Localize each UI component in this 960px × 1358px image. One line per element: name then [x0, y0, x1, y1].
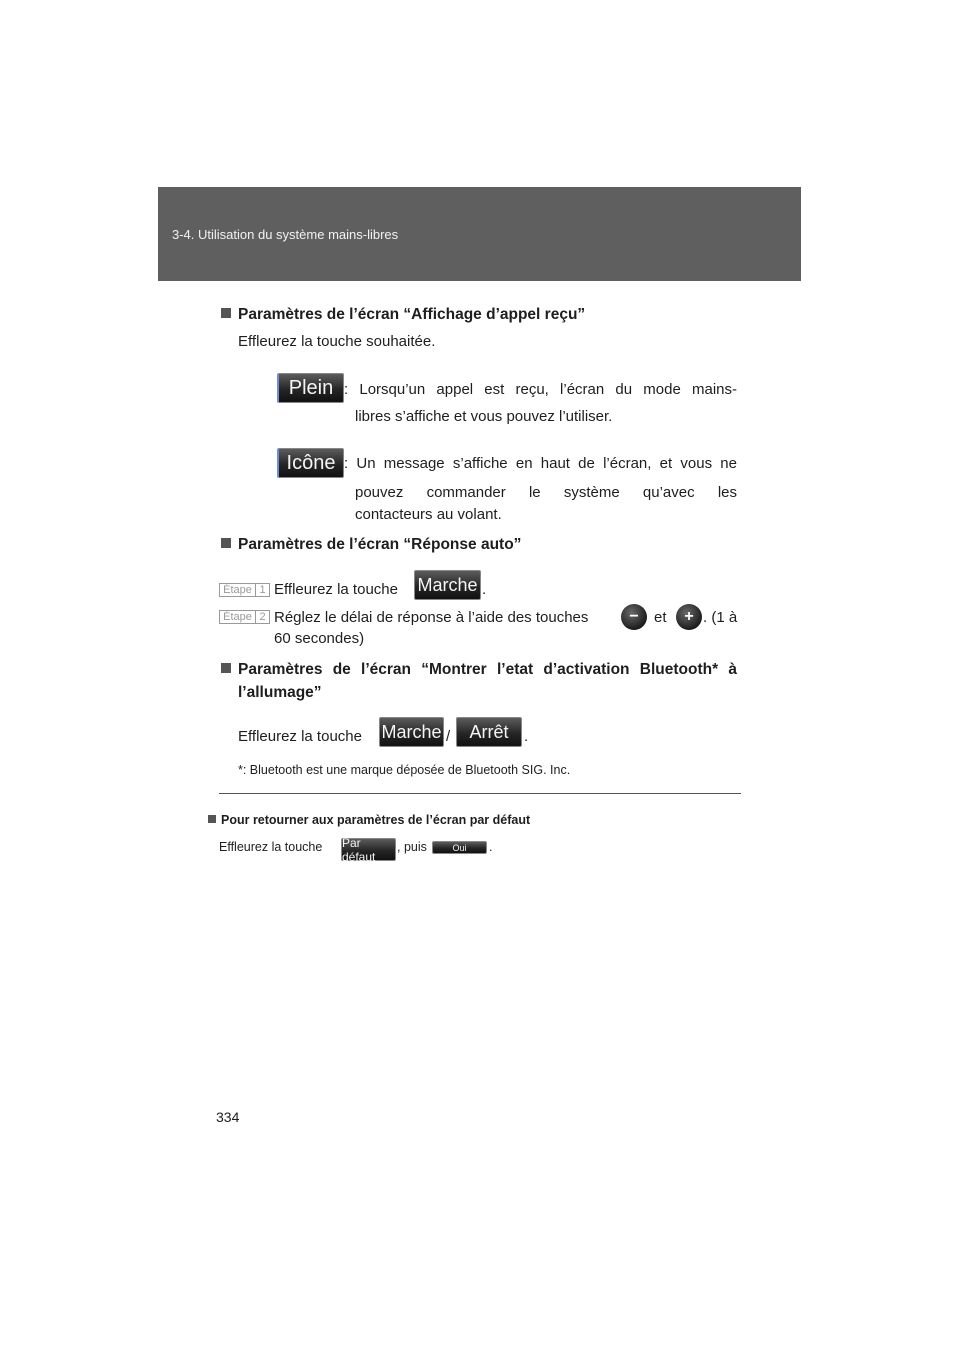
square-bullet-icon	[221, 538, 231, 548]
square-bullet-icon	[221, 663, 231, 673]
heading-bluetooth-line1: Paramètres de l’écran “Montrer l’etat d’activation Bluetooth* à	[221, 661, 737, 679]
note-period: .	[489, 840, 493, 854]
step-2-badge: Étape 2	[219, 610, 270, 624]
step-2-range-start: . (1 à	[703, 609, 738, 626]
bluetooth-arret-button[interactable]: Arrêt	[456, 717, 522, 747]
intro-text: Effleurez la touche souhaitée.	[238, 333, 436, 350]
oui-button[interactable]: Oui	[432, 841, 487, 854]
step-1-badge: Étape 1	[219, 583, 270, 597]
square-bullet-icon	[208, 815, 216, 823]
bluetooth-marche-button[interactable]: Marche	[379, 717, 444, 747]
plein-desc-line2: libres s’affiche et vous pouvez l’utiliser.	[355, 408, 613, 425]
heading-bluetooth-line2: l’allumage”	[238, 684, 322, 701]
heading-appel-recu: Paramètres de l’écran “Affichage d’appel reçu”	[221, 306, 585, 324]
bluetooth-text: Effleurez la touche	[238, 728, 362, 745]
minus-button[interactable]: −	[621, 604, 647, 630]
plein-desc-line1: : Lorsqu’un appel est reçu, l’écran du mode mains-	[344, 381, 737, 398]
square-bullet-icon	[221, 308, 231, 318]
icone-desc-line1: : Un message s’affiche en haut de l’écran, et vous ne	[344, 455, 737, 472]
note-text-a: Effleurez la touche	[219, 840, 323, 854]
par-defaut-button[interactable]: Par défaut	[341, 838, 396, 861]
note-heading: Pour retourner aux paramètres de l’écran par défaut	[208, 813, 530, 827]
section-title: 3-4. Utilisation du système mains-libres	[172, 227, 399, 242]
step-2-text: Réglez le délai de réponse à l’aide des touches	[274, 609, 589, 626]
icone-desc-line3: contacteurs au volant.	[355, 506, 502, 523]
step-2-range-end: 60 secondes)	[274, 630, 365, 647]
plein-button[interactable]: Plein	[277, 373, 344, 403]
page-number: 334	[216, 1109, 240, 1125]
section-header-band	[158, 187, 801, 281]
button-separator: /	[446, 728, 451, 745]
icone-button[interactable]: Icône	[277, 448, 344, 478]
step-2-and: et	[654, 609, 667, 626]
divider	[219, 793, 741, 794]
step-1-text: Effleurez la touche	[274, 581, 398, 598]
plus-button[interactable]: +	[676, 604, 702, 630]
heading-reponse-auto: Paramètres de l’écran “Réponse auto”	[221, 536, 521, 554]
step-1-period: .	[482, 581, 487, 598]
bluetooth-period: .	[524, 728, 529, 745]
note-text-b: , puis	[397, 840, 427, 854]
marche-button[interactable]: Marche	[414, 570, 481, 600]
icone-desc-line2: pouvez commander le système qu’avec les	[355, 484, 737, 501]
bluetooth-footnote: *: Bluetooth est une marque déposée de Bluetooth SIG. Inc.	[238, 763, 571, 777]
